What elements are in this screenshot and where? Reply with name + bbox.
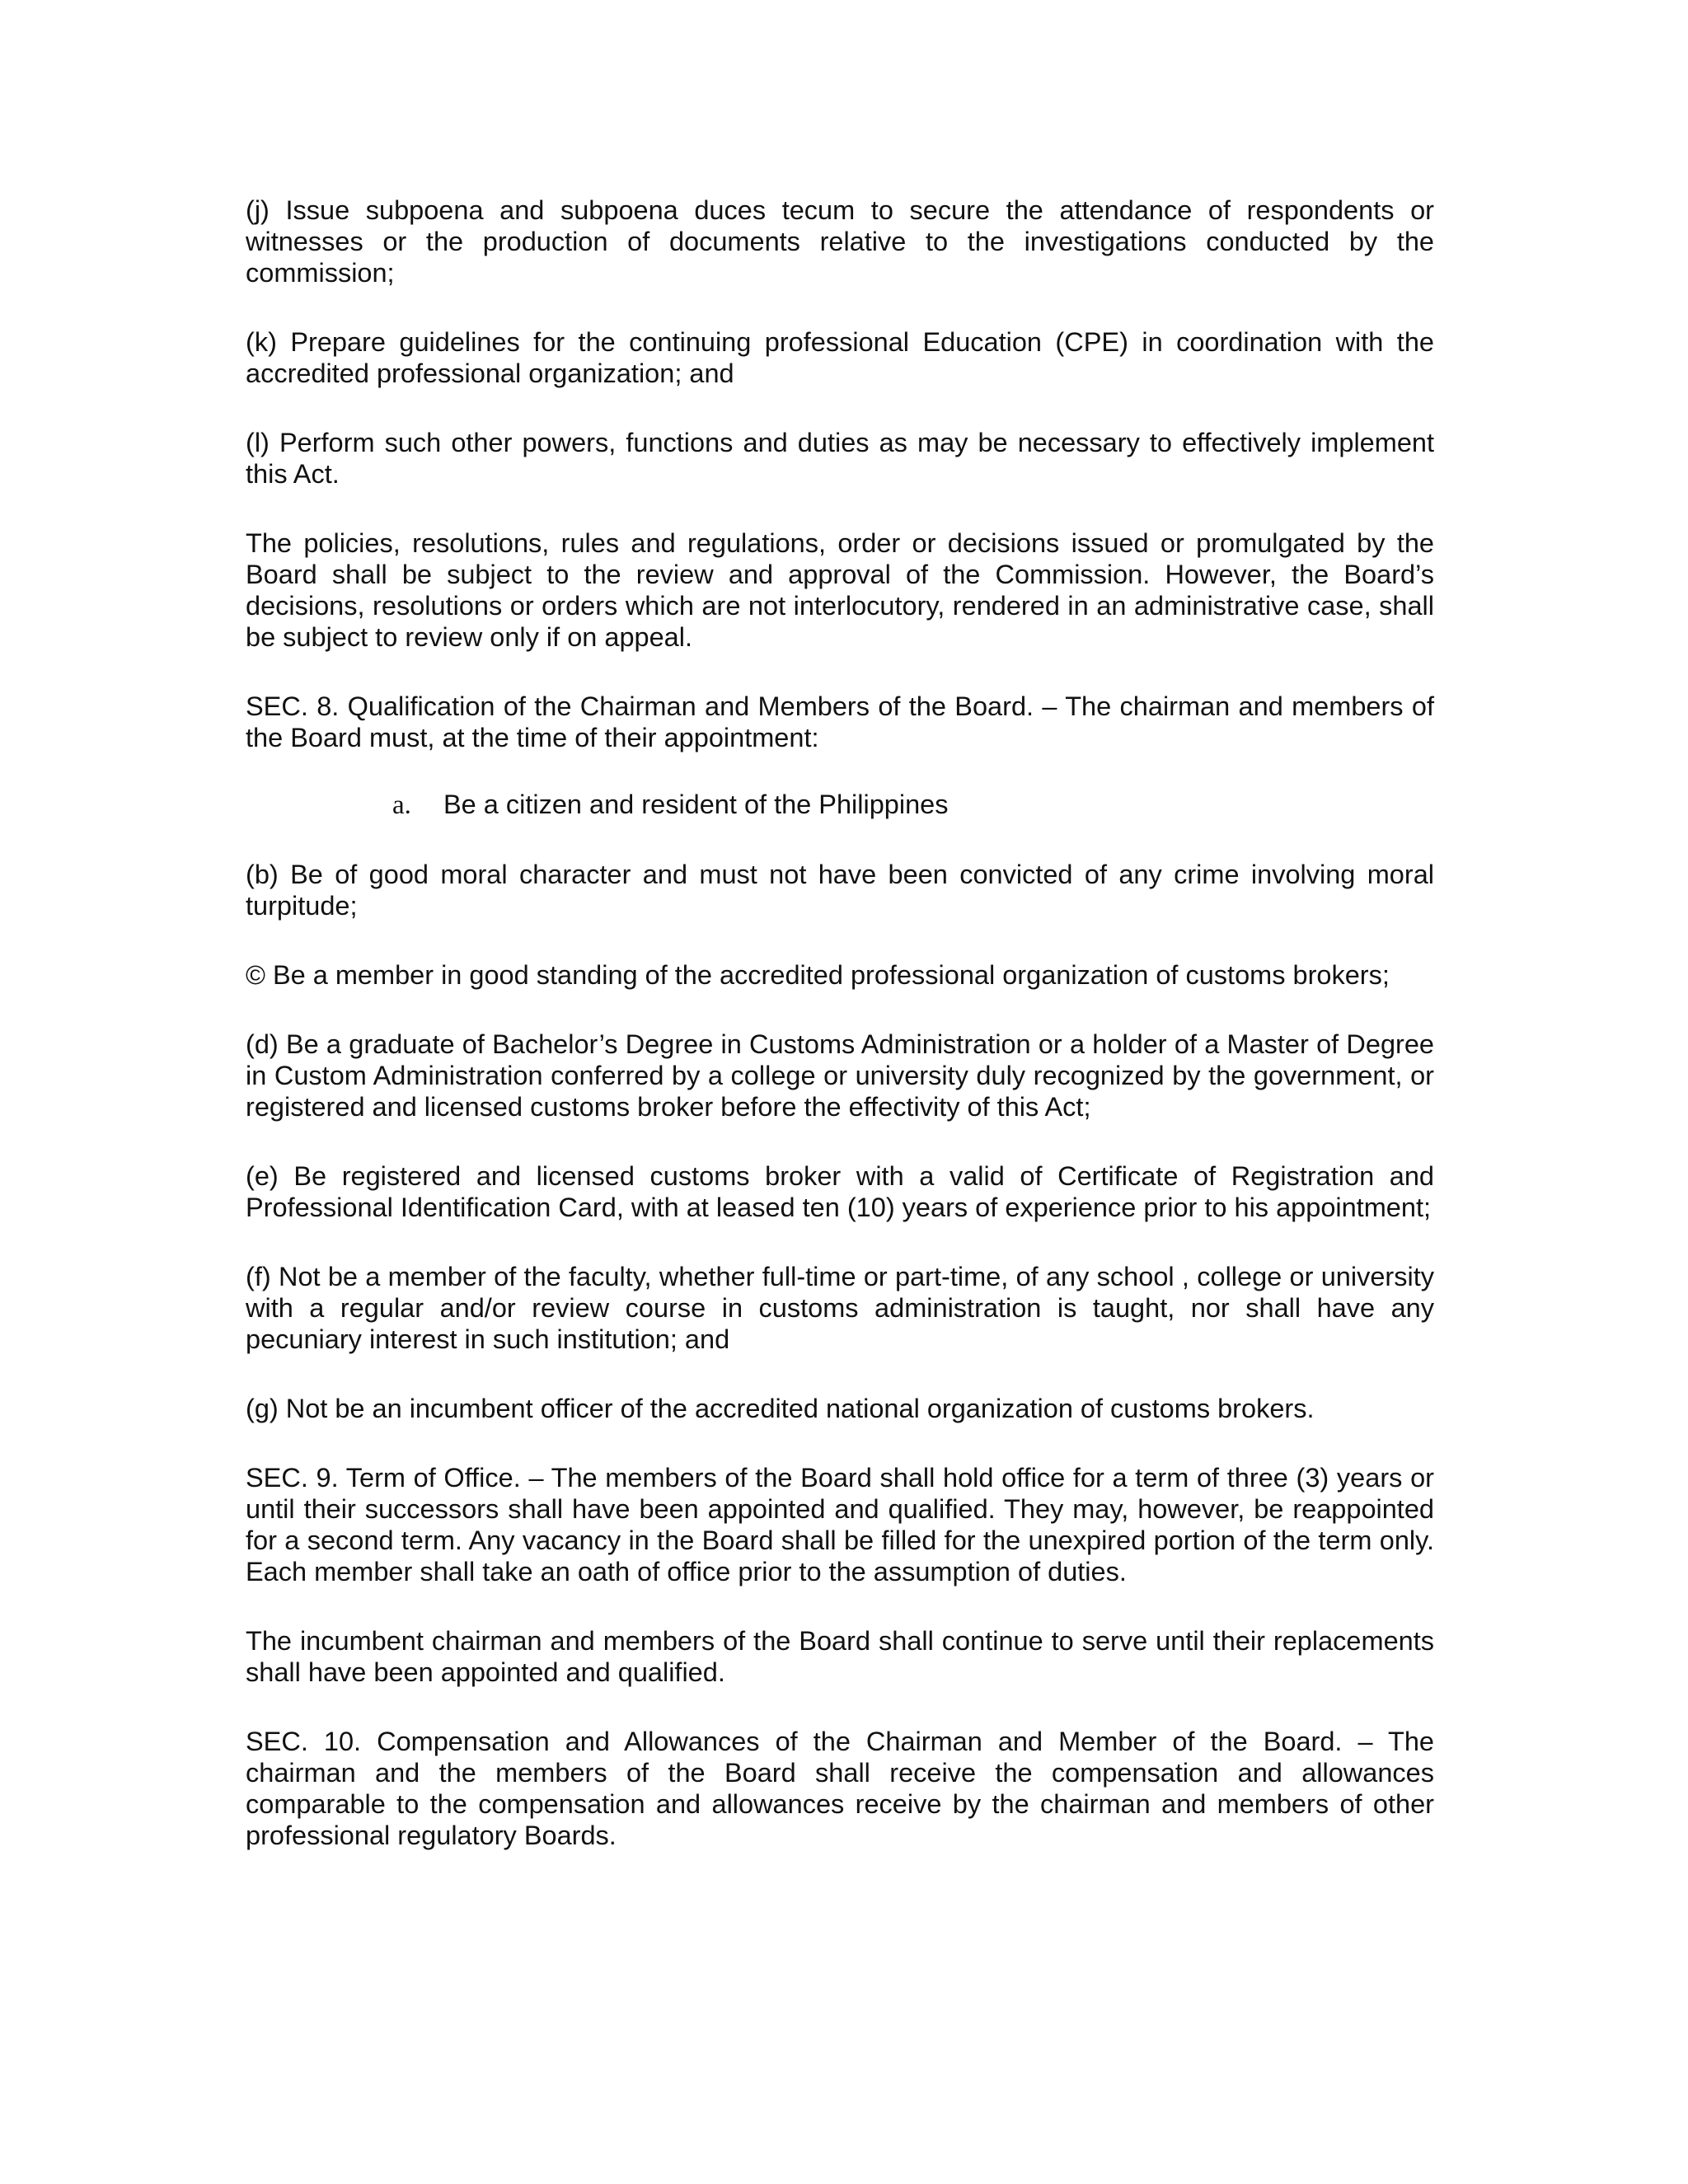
paragraph-e: (e) Be registered and licensed customs broker with a valid of Certificate of Registration and Professional Identification Card, with at leased ten (10) years of experience prior to his appointment; [246,1161,1434,1222]
list-marker-a: a. [392,790,411,820]
paragraph-j: (j) Issue subpoena and subpoena duces tecum to secure the attendance of respondents or witnesses or the production of documents relative to the investigations conducted by the commission; [246,195,1434,288]
document-page [246,194,1434,1889]
paragraph-b: (b) Be of good moral character and must not have been convicted of any crime involving moral turpitude; [246,860,1434,921]
paragraph-sec-9: SEC. 9. Term of Office. – The members of the Board shall hold office for a term of three (3) years or until their successors shall have been appointed and qualified. They may, however, be reappointed for a second term. Any vacancy in the Board shall be filled for the unexpired portion of the term only. Each member shall take an oath of office prior to the assumption of duties. [246,1463,1434,1586]
paragraph-sec-8: SEC. 8. Qualification of the Chairman and Members of the Board. – The chairman and members of the Board must, at the time of their appointment: [246,691,1434,752]
paragraph-incumbent: The incumbent chairman and members of the Board shall continue to serve until their replacements shall have been appointed and qualified. [246,1626,1434,1687]
paragraph-d: (d) Be a graduate of Bachelor’s Degree in Customs Administration or a holder of a Master of Degree in Custom Administration conferred by a college or university duly recognized by the government, or registered and licensed customs broker before the effectivity of this Act; [246,1029,1434,1122]
list-text-a: Be a citizen and resident of the Philippines [443,790,949,819]
paragraph-l: (l) Perform such other powers, functions and duties as may be necessary to effectively implement this Act. [246,428,1434,489]
paragraph-c: © Be a member in good standing of the accredited professional organization of customs brokers; [246,960,1390,990]
paragraph-g: (g) Not be an incumbent officer of the accredited national organization of customs brokers. [246,1394,1315,1423]
paragraph-f: (f) Not be a member of the faculty, whether full-time or part-time, of any school , college or university with a regular and/or review course in customs administration is taught, nor shall have any pecuniary interest in such institution; and [246,1262,1434,1354]
paragraph-sec-10: SEC. 10. Compensation and Allowances of the Chairman and Member of the Board. – The chairman and the members of the Board shall receive the compensation and allowances comparable to the compensation and allowances receive by the chairman and members of other professional regulatory Boards. [246,1727,1434,1850]
paragraph-review-policies: The policies, resolutions, rules and regulations, order or decisions issued or promulgated by the Board shall be subject to the review and approval of the Commission. However, the Board’s decisions, resolutions or orders which are not interlocutory, rendered in an administrative case, shall be subject to review only if on appeal. [246,528,1434,652]
list-item-a [246,789,1434,821]
paragraph-k: (k) Prepare guidelines for the continuing professional Education (CPE) in coordination with the accredited professional organization; and [246,327,1434,388]
